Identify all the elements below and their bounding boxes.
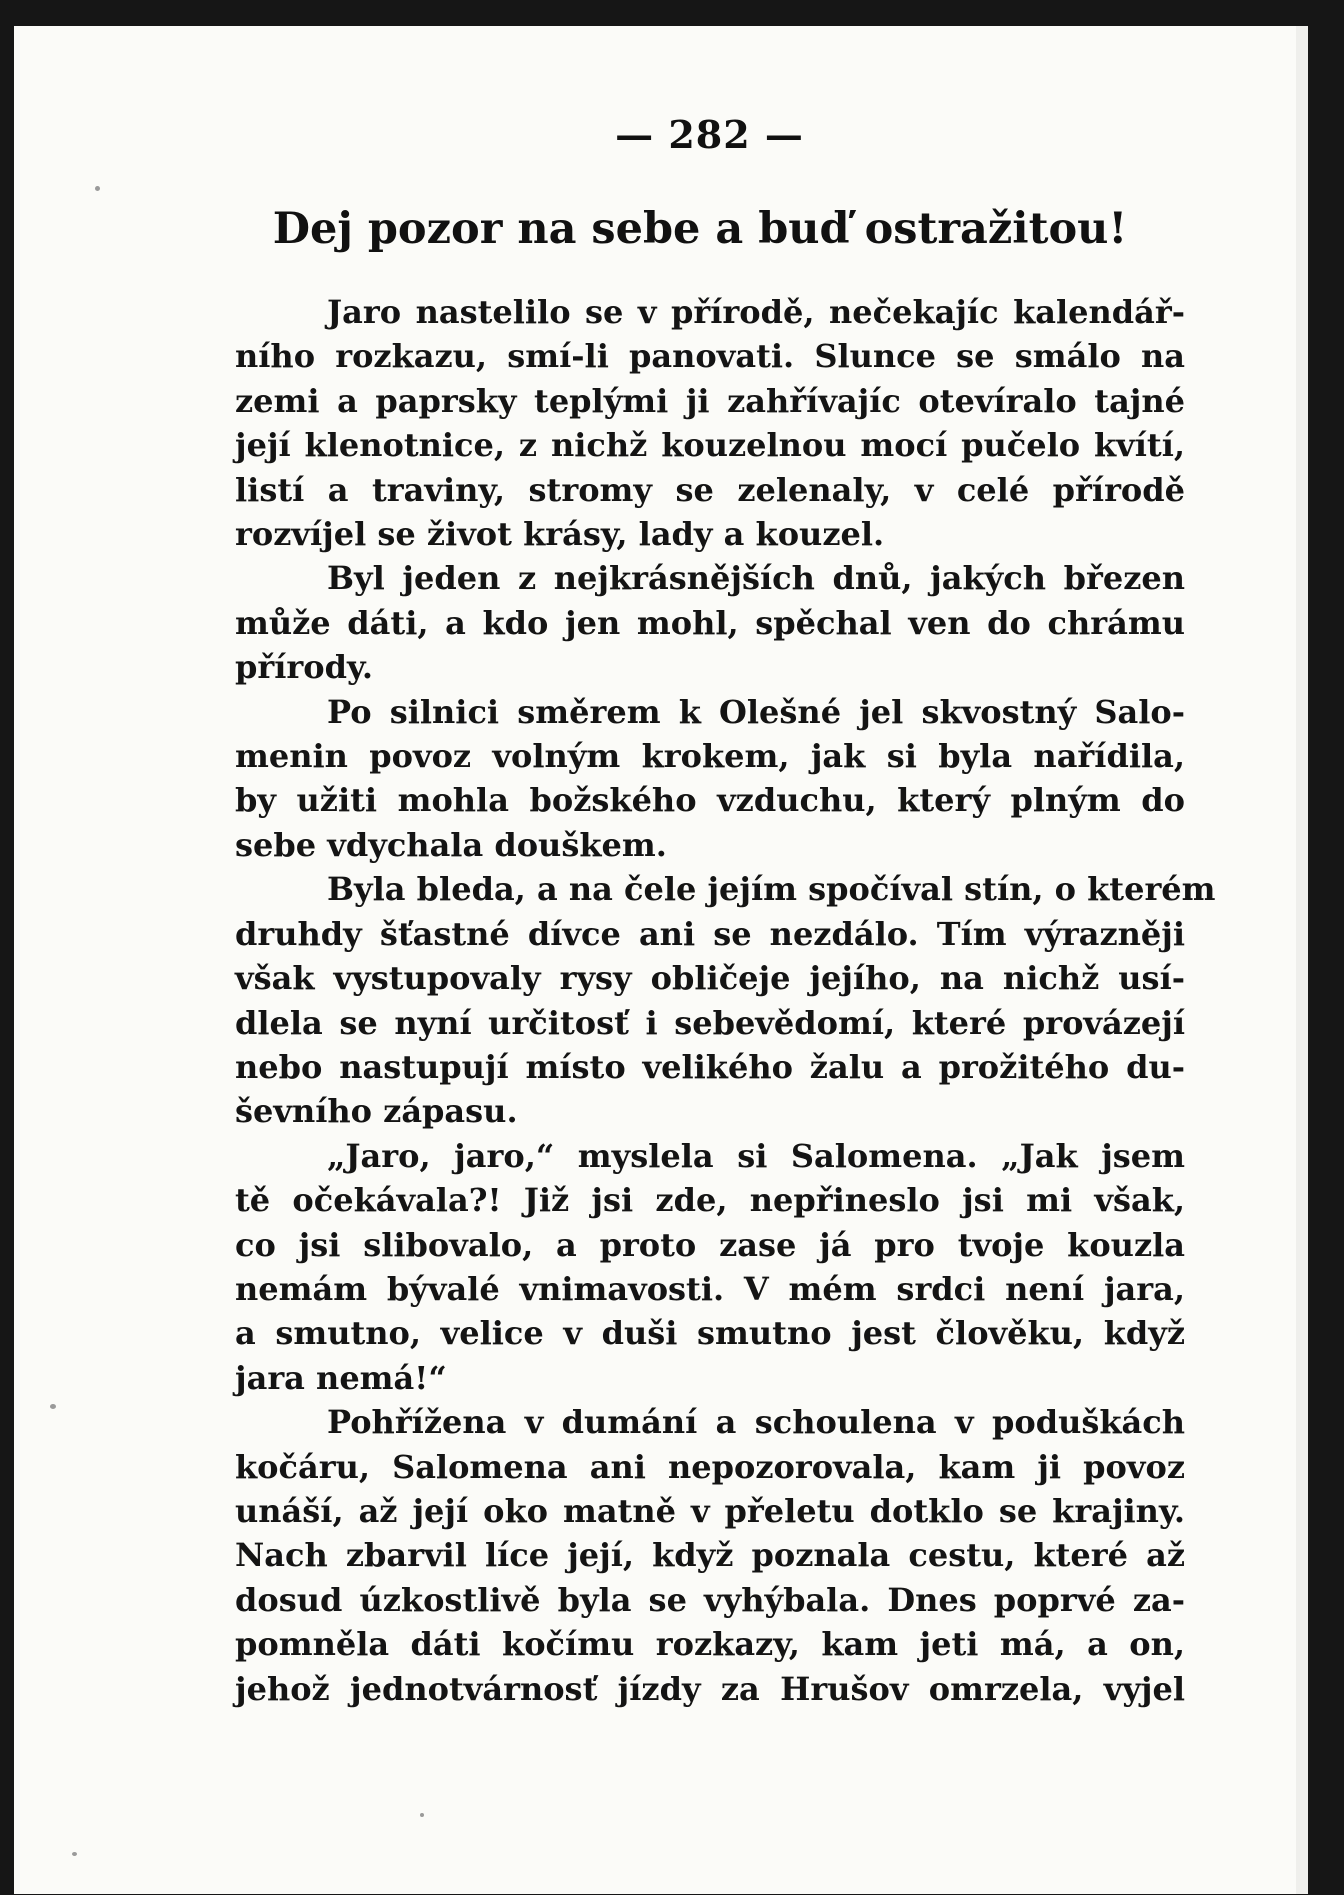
text-line: však vystupovaly rysy obličeje jejího, na nichž usí- [235,959,1185,998]
text-line: její klenotnice, z nichž kouzelnou mocí pučelo kvítí, [235,426,1185,465]
text-line: přírody. [235,648,374,687]
text-line: druhdy šťastné dívce ani se nezdálo. Tím výrazněji [235,914,1185,953]
text-line: Byla bleda, a na čele jejím spočíval stín, o kterém [327,870,1216,909]
text-line: dosud úzkostlivě byla se vyhýbala. Dnes poprvé za- [235,1580,1185,1619]
paper-speck [420,1813,424,1817]
page-number: — 282 — [615,112,804,157]
page-edge [1296,26,1308,1894]
text-line: menin povoz volným krokem, jak si byla nařídila, [235,737,1185,776]
text-line: může dáti, a kdo jen mohl, spěchal ven do chrámu [235,603,1185,642]
text-line: ního rozkazu, smí-li panovati. Slunce se smálo na [235,337,1185,376]
text-line: listí a traviny, stromy se zelenaly, v celé přírodě [235,470,1185,509]
text-line: kočáru, Salomena ani nepozorovala, kam ji povoz [235,1447,1185,1486]
text-line: sebe vdychala douškem. [235,825,667,864]
text-line: tě očekávala?! Již jsi zde, nepřineslo jsi mi však, [235,1181,1185,1220]
text-line: jara nemá!“ [235,1358,447,1397]
text-line: jehož jednotvárnosť jízdy za Hrušov omrzela, vyjel [235,1669,1185,1708]
text-line: a smutno, velice v duši smutno jest člověku, když [235,1314,1185,1353]
chapter-title: Dej pozor na sebe a buď ostražitou! [272,204,1128,254]
text-line: Byl jeden z nejkrásnějších dnů, jakých březen [327,559,1185,598]
paper-speck [50,1404,56,1409]
text-line: rozvíjel se život krásy, lady a kouzel. [235,515,885,554]
text-line: unáší, až její oko matně v přeletu dotklo se krajiny. [235,1491,1185,1530]
text-line: zemi a paprsky teplými ji zahřívajíc otevíralo tajné [235,381,1185,420]
text-line: Jaro nastelilo se v přírodě, nečekajíc kalendář- [327,293,1185,331]
text-line: dlela se nyní určitosť i sebevědomí, které provázejí [235,1003,1185,1042]
paper-speck [72,1852,77,1856]
text-line: pomněla dáti kočímu rozkazy, kam jeti má, a on, [235,1625,1185,1664]
text-line: nemám bývalé vnimavosti. V mém srdci není jara, [235,1269,1185,1308]
text-line: by užiti mohla božského vzduchu, který plným do [235,781,1185,820]
text-line: „Jaro, jaro,“ myslela si Salomena. „Jak jsem [327,1136,1185,1175]
text-line: co jsi slibovalo, a proto zase já pro tvoje kouzla [235,1225,1185,1264]
paper-speck [95,186,100,191]
text-line: Pohřížena v dumání a schoulena v poduškách [327,1403,1185,1442]
body-text [235,290,1216,1711]
text-line: nebo nastupují místo velikého žalu a prožitého du- [235,1047,1185,1086]
text-line: ševního zápasu. [235,1092,518,1131]
text-line: Po silnici směrem k Olešné jel skvostný Salo- [327,692,1185,731]
text-line: Nach zbarvil líce její, když poznala cestu, které až [235,1536,1185,1575]
